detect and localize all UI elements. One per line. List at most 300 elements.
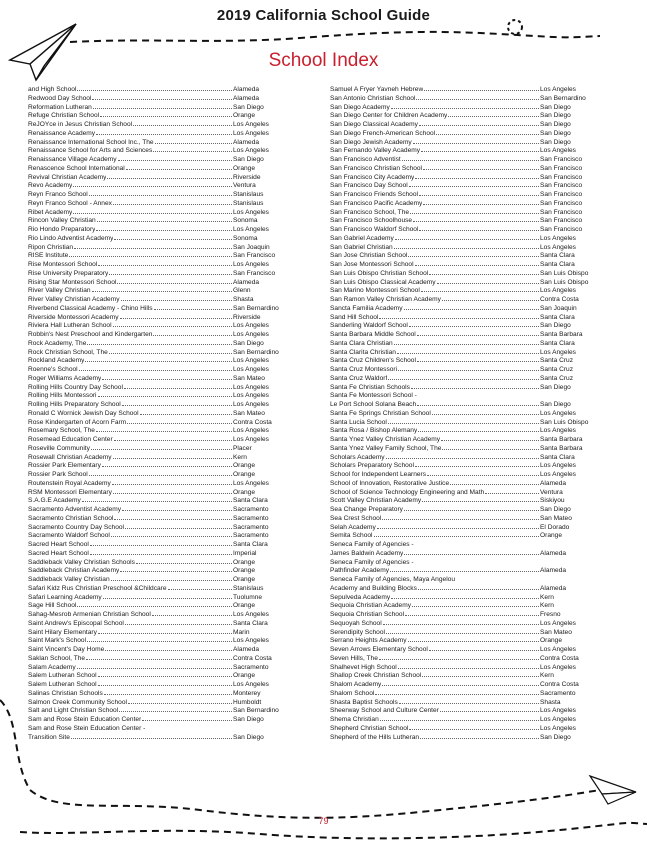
school-name: Santa Cruz Waldorf <box>330 374 388 382</box>
school-name: San Francisco Waldorf School <box>330 226 419 233</box>
index-entry <box>330 585 602 594</box>
county-name: Santa Cruz <box>540 374 573 382</box>
county-name: Santa Cruz <box>540 366 573 373</box>
county-name: Los Angeles <box>233 366 269 373</box>
index-entry <box>330 401 602 410</box>
dot-leader <box>107 178 232 179</box>
dot-leader <box>450 484 539 485</box>
dot-leader <box>153 151 232 152</box>
county-name: Sacramento <box>233 663 269 671</box>
county-name: Santa Clara <box>540 339 575 347</box>
dot-leader <box>124 388 232 389</box>
county-name: Sonoma <box>233 217 258 225</box>
county-name: Contra Costa <box>233 654 272 662</box>
school-name: San Jose Montessori School <box>330 261 414 268</box>
index-entry <box>28 576 295 585</box>
school-name: Rolling Hills Country Day School <box>28 383 123 391</box>
dot-leader <box>424 90 539 91</box>
school-name: RISE Institute <box>28 252 69 260</box>
school-name: Rise Montessori School <box>28 261 98 268</box>
school-name: Selah Academy <box>330 523 376 531</box>
county-name: San Bernardino <box>233 707 279 715</box>
county-name: Santa Clara <box>233 619 268 627</box>
school-name: Sepulveda Academy <box>330 593 391 601</box>
index-entry <box>28 471 295 480</box>
guide-title: 2019 California School Guide <box>216 7 431 24</box>
county-name: Kern <box>540 672 554 680</box>
county-name: Orange <box>233 567 255 575</box>
county-name: Los Angeles <box>233 383 269 391</box>
dot-leader <box>422 676 539 677</box>
school-name: Sand Hill School <box>330 313 379 321</box>
index-entry <box>330 165 602 174</box>
county-name: Los Angeles <box>540 663 576 671</box>
index-entry <box>330 95 602 104</box>
school-name: Santa Cruz Children's School <box>330 357 416 365</box>
dot-leader <box>114 519 232 520</box>
school-name: Sacred Heart School <box>28 541 89 548</box>
school-name: Robbin's Nest Preschool and Kindergarten <box>28 331 153 338</box>
dot-leader <box>417 405 539 406</box>
county-name: Sacramento <box>233 532 269 540</box>
county-name: Orange <box>540 637 562 645</box>
index-entry <box>330 655 602 664</box>
index-entry <box>330 384 602 393</box>
dot-leader <box>415 466 539 467</box>
county-name: Stanislaus <box>233 199 264 207</box>
index-entry <box>330 366 602 375</box>
school-name: Scholars Preparatory School <box>330 462 414 470</box>
index-entry <box>330 716 602 725</box>
county-name: Orange <box>233 672 255 680</box>
index-entry <box>28 174 295 183</box>
school-name: Riverside Montessori Academy <box>28 313 119 321</box>
index-entry <box>330 104 602 113</box>
school-name: San Ramon Valley Christian Academy <box>330 296 441 303</box>
index-entry <box>330 191 602 200</box>
county-name: San Francisco <box>540 217 583 225</box>
dot-leader <box>379 659 539 660</box>
county-name: San Bernardino <box>233 304 279 312</box>
index-entry <box>330 471 602 480</box>
dot-leader <box>419 195 539 196</box>
dot-leader <box>87 344 232 345</box>
school-name: Santa Barbara Middle School <box>330 331 416 338</box>
county-name: Alameda <box>540 584 567 592</box>
dot-leader <box>82 501 232 502</box>
dot-leader <box>85 361 232 362</box>
county-name: San Diego <box>233 156 264 163</box>
school-name: Renaissance International School Inc., The <box>28 138 154 146</box>
index-entry <box>330 707 602 716</box>
dot-leader <box>390 571 539 572</box>
school-name: San Diego Classical Academy <box>330 121 418 128</box>
dot-leader <box>113 493 232 494</box>
dot-leader <box>391 598 539 599</box>
dot-leader <box>91 449 232 450</box>
index-entry <box>28 524 295 533</box>
county-name: Marin <box>233 628 250 636</box>
index-entry <box>28 541 295 550</box>
county-name: Santa Barbara <box>540 436 583 443</box>
dot-leader <box>415 178 539 179</box>
county-name: San Francisco <box>540 164 583 172</box>
index-entry <box>330 349 602 358</box>
index-entry <box>28 419 295 428</box>
county-name: Orange <box>233 602 255 610</box>
county-name: Alameda <box>540 567 567 575</box>
index-entry <box>28 314 295 323</box>
index-entry <box>28 506 295 515</box>
dot-leader <box>93 108 232 109</box>
dot-leader <box>118 160 232 161</box>
school-name: Rincon Valley Christian <box>28 217 96 225</box>
county-name: Los Angeles <box>540 234 576 242</box>
index-entry <box>28 445 295 454</box>
county-name: Glenn <box>233 287 251 295</box>
index-entry <box>330 532 602 541</box>
index-entry <box>330 340 602 349</box>
dot-leader <box>388 423 539 424</box>
index-entry <box>330 375 602 384</box>
school-name: Sancta Familia Academy <box>330 304 403 312</box>
county-name: Shasta <box>540 698 561 706</box>
school-name: Shasta Baptist Schools <box>330 698 398 706</box>
index-entry <box>28 366 295 375</box>
index-entry <box>330 506 602 515</box>
county-name: Los Angeles <box>540 243 576 251</box>
school-name: Ronald C Wornick Jewish Day School <box>28 409 139 417</box>
school-name: Rolling Hills Preparatory School <box>28 401 121 408</box>
dot-leader <box>416 99 539 100</box>
school-name: Reyn Franco School <box>28 191 88 198</box>
index-entry <box>28 252 295 261</box>
dot-leader <box>418 431 539 432</box>
dot-leader <box>421 151 539 152</box>
dot-leader <box>427 475 539 476</box>
index-entry <box>28 95 295 104</box>
index-entry <box>330 681 602 690</box>
county-name: San Diego <box>233 733 264 741</box>
dot-leader <box>73 213 232 214</box>
dot-leader <box>120 318 232 319</box>
county-name: Santa Cruz <box>540 357 573 365</box>
index-entry <box>330 244 602 253</box>
county-name: Siskiyou <box>540 497 565 505</box>
index-entry <box>28 296 295 305</box>
school-name: San Francisco Friends School <box>330 191 418 198</box>
school-name: Redwood Day School <box>28 94 92 102</box>
county-name: Los Angeles <box>540 724 576 732</box>
school-name: Scott Valley Christian Academy <box>330 497 422 505</box>
county-name: San Luis Obispo <box>540 418 589 426</box>
county-name: Alameda <box>233 646 260 653</box>
dot-leader <box>377 528 539 529</box>
index-entry <box>330 664 602 673</box>
school-name: Pathfinder Academy <box>330 567 390 575</box>
index-entry <box>330 331 602 340</box>
county-name: Los Angeles <box>233 121 269 128</box>
school-name: San Francisco Day School <box>330 182 408 190</box>
index-entry <box>330 515 602 524</box>
county-name: San Francisco <box>540 156 583 163</box>
index-entry <box>330 611 602 620</box>
school-name: San Gabriel Academy <box>330 234 394 242</box>
dot-leader <box>436 134 539 135</box>
dot-leader <box>120 571 232 572</box>
school-name: Shalom Academy <box>330 681 382 688</box>
school-name: Santa Ynez Valley Family School, The <box>330 444 442 452</box>
school-name: Salinas Christian Schools <box>28 689 103 697</box>
page-title: School Index <box>268 50 379 71</box>
index-entry <box>330 322 602 331</box>
county-name: San Luis Obispo <box>540 269 589 277</box>
dot-leader <box>394 248 539 249</box>
school-name: Serrano Heights Academy <box>330 637 407 645</box>
school-name: San Francisco Pacific Academy <box>330 199 423 207</box>
index-entry <box>330 112 602 121</box>
dot-leader <box>374 536 539 537</box>
school-name: Saint Vincent's Day Home <box>28 646 105 653</box>
county-name: San Francisco <box>540 173 583 181</box>
school-name: San Francisco Adventist <box>330 156 401 163</box>
dot-leader <box>97 221 232 222</box>
index-entry <box>28 244 295 253</box>
school-name: Rose Kindergarten of Acorn Farm <box>28 418 127 426</box>
school-name: Roger Williams Academy <box>28 374 102 382</box>
school-name: Sacramento Country Day School <box>28 523 125 531</box>
county-name: Contra Costa <box>540 296 579 303</box>
index-column-left <box>28 86 295 742</box>
school-name: Routenstein Royal Academy <box>28 479 111 487</box>
dot-leader <box>402 160 539 161</box>
school-name: Saddleback Christian Academy <box>28 567 120 575</box>
county-name: San Francisco <box>233 252 276 260</box>
county-name: Los Angeles <box>233 261 269 268</box>
index-entry <box>28 497 295 506</box>
dot-leader <box>140 414 232 415</box>
school-name: San Jose Christian School <box>330 252 408 260</box>
county-name: Los Angeles <box>233 427 269 435</box>
school-name: Saddleback Valley Christian Schools <box>28 558 135 566</box>
index-entry <box>28 716 295 725</box>
school-name: Salmon Creek Community School <box>28 698 127 706</box>
index-entry <box>330 174 602 183</box>
county-name: Riverside <box>233 173 261 181</box>
dot-leader <box>419 125 539 126</box>
county-name: Tuolumne <box>233 593 263 601</box>
county-name: Kern <box>233 453 247 461</box>
school-name: Roenne's School <box>28 366 78 373</box>
dot-leader <box>77 90 232 91</box>
index-entry <box>330 445 602 454</box>
county-name: Monterey <box>233 689 261 697</box>
county-name: Los Angeles <box>540 147 576 155</box>
index-entry <box>330 305 602 314</box>
county-name: San Diego <box>540 129 571 137</box>
dot-leader <box>382 685 539 686</box>
dot-leader <box>109 274 232 275</box>
index-entry <box>330 637 602 646</box>
school-name: Riviera Hall Lutheran School <box>28 322 112 330</box>
county-name: Los Angeles <box>540 619 576 627</box>
county-name: Los Angeles <box>233 681 269 688</box>
school-name: Santa Clarita Christian <box>330 348 396 356</box>
school-name: Serendipity School <box>330 628 385 636</box>
index-entry <box>28 532 295 541</box>
dot-leader <box>121 300 233 301</box>
index-entry <box>330 147 602 156</box>
index-entry <box>28 681 295 690</box>
county-name: Los Angeles <box>540 646 576 653</box>
school-name: Rolling Hills Montessori <box>28 392 97 400</box>
county-name: Los Angeles <box>233 436 269 443</box>
page-number: 79 <box>318 816 329 826</box>
school-name: Sequoia Christian School <box>330 611 405 618</box>
index-entry <box>28 585 295 594</box>
dot-leader <box>375 694 539 695</box>
county-name: Santa Clara <box>540 453 575 461</box>
dot-leader <box>142 720 232 721</box>
school-name: Renaissance Academy <box>28 129 96 137</box>
dot-leader <box>109 353 232 354</box>
index-entry <box>330 550 602 559</box>
dot-leader <box>408 256 539 257</box>
index-column-right <box>330 86 602 742</box>
dot-leader <box>92 99 232 100</box>
index-entry <box>330 646 602 655</box>
school-name: Renascence School International <box>28 164 125 172</box>
dot-leader <box>122 510 232 511</box>
county-name: San Mateo <box>540 628 572 636</box>
county-name: Sacramento <box>233 514 269 522</box>
index-entry <box>28 594 295 603</box>
dot-leader <box>125 528 232 529</box>
dot-leader <box>112 484 232 485</box>
county-name: San Diego <box>540 138 571 146</box>
index-entry <box>28 655 295 664</box>
dot-leader <box>432 414 539 415</box>
school-name: San Luis Obispo Christian School <box>330 269 429 277</box>
county-name: Los Angeles <box>540 471 576 478</box>
school-name: Santa Cruz Montessori <box>330 366 398 373</box>
index-entry <box>330 576 602 585</box>
county-name: Los Angeles <box>233 401 269 408</box>
index-entry <box>28 130 295 139</box>
school-name: Safari Kidz Rus Christian Preschool &Childcare <box>28 584 167 592</box>
dot-leader <box>119 711 232 712</box>
school-name: San Diego Jewish Academy <box>330 138 412 146</box>
index-entry <box>28 454 295 463</box>
index-entry <box>28 672 295 681</box>
index-entry <box>330 314 602 323</box>
paper-airplane-icon <box>588 772 638 808</box>
school-name: San Diego French-American School <box>330 129 436 137</box>
school-name: Revival Christian Academy <box>28 173 107 181</box>
school-name: Safari Learning Academy <box>28 593 102 601</box>
school-name: Seneca Family of Agencies - <box>330 558 414 566</box>
school-name: Rising Star Montessori School <box>28 278 117 286</box>
county-name: San Diego <box>540 103 571 111</box>
dot-leader <box>98 676 232 677</box>
dot-leader <box>404 510 539 511</box>
dot-leader <box>415 265 539 266</box>
county-name: Los Angeles <box>233 637 269 645</box>
school-name: Saddleback Valley Christian <box>28 576 110 583</box>
dot-leader <box>100 116 232 117</box>
index-entry <box>330 524 602 533</box>
index-entry <box>330 209 602 218</box>
county-name: Los Angeles <box>233 331 269 338</box>
school-name: Salem Lutheran School <box>28 681 97 688</box>
index-entry <box>330 480 602 489</box>
index-entry <box>28 209 295 218</box>
school-name: Rockland Academy <box>28 357 85 365</box>
dot-leader <box>423 169 539 170</box>
county-name: San Diego <box>233 339 264 347</box>
index-entry <box>330 454 602 463</box>
index-entry <box>28 104 295 113</box>
index-entry <box>28 550 295 559</box>
index-entry <box>330 567 602 576</box>
county-name: San Diego <box>233 103 264 111</box>
index-entry <box>28 191 295 200</box>
county-name: Sacramento <box>540 689 576 697</box>
index-entry <box>28 489 295 498</box>
county-name: Los Angeles <box>540 462 576 470</box>
county-name: San Francisco <box>540 226 583 233</box>
school-name: Rossier Park Elementary <box>28 462 101 470</box>
index-entry <box>28 182 295 191</box>
county-name: San Joaquin <box>233 243 270 251</box>
dot-leader <box>155 143 232 144</box>
school-name: Shema Christian <box>330 716 379 723</box>
school-name: Le Port School Solana Beach <box>330 401 417 408</box>
county-name: Orange <box>233 558 255 566</box>
school-name: Samuel A Fryer Yavneh Hebrew <box>330 86 424 93</box>
school-name: Sanderling Waldorf School <box>330 322 408 330</box>
county-name: Riverside <box>233 313 261 321</box>
index-entry <box>330 261 602 270</box>
school-name: Academy and Building Blocks <box>330 584 417 592</box>
dot-leader <box>125 624 232 625</box>
dot-leader <box>442 449 539 450</box>
index-entry <box>28 637 295 646</box>
school-name: Rosemary School, The <box>28 427 95 435</box>
county-name: Orange <box>233 112 255 120</box>
dot-leader <box>113 458 232 459</box>
dot-leader <box>420 738 539 739</box>
county-name: San Luis Obispo <box>540 278 589 286</box>
school-name: San Fernando Valley Academy <box>330 147 421 155</box>
dot-leader <box>429 650 539 651</box>
county-name: San Diego <box>540 121 571 128</box>
dot-leader <box>79 370 232 371</box>
index-entry <box>28 427 295 436</box>
index-entry <box>28 235 295 244</box>
dot-leader <box>128 703 232 704</box>
county-name: San Mateo <box>233 409 265 417</box>
dot-leader <box>152 615 232 616</box>
index-entry <box>28 305 295 314</box>
dot-leader <box>422 501 539 502</box>
school-name: Reyn Franco School - Annex <box>28 199 112 207</box>
dot-leader <box>113 204 232 205</box>
dot-leader <box>398 668 539 669</box>
county-name: Ventura <box>540 488 563 496</box>
dot-leader <box>399 703 539 704</box>
school-name: Rock Academy, The <box>28 339 87 347</box>
